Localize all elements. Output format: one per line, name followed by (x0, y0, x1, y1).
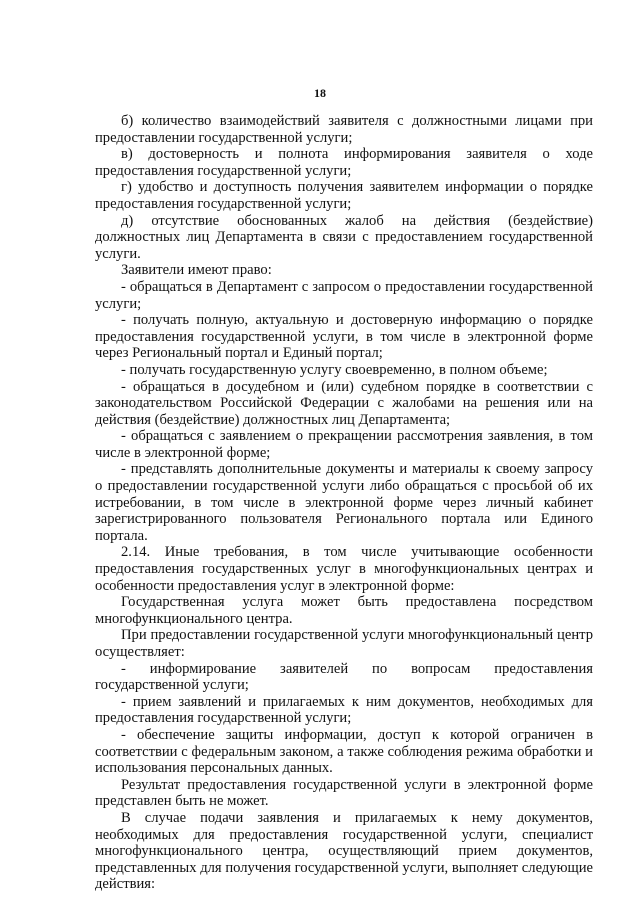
paragraph: - прием заявлений и прилагаемых к ним документов, необходимых для предоставления государственной услуги; (95, 693, 593, 727)
paragraph: - обращаться с заявлением о прекращении рассмотрения заявления, в том числе в электронной форме; (95, 428, 593, 461)
paragraph: - представлять дополнительные документы и материалы к своему запросу о предоставлении государственной услуги либо обращаться с просьбой об их истребовании, в том числе в электронной форме через личный кабинет зарегистрированного пользователя Регионального портала или Единого портала. (95, 461, 593, 544)
document-body (95, 113, 593, 893)
paragraph: г) удобство и доступность получения заявителем информации о порядке предоставления государственной услуги; (95, 179, 593, 212)
paragraph: - информирование заявителей по вопросам предоставления государственной услуги; (95, 660, 593, 694)
paragraph: - обращаться в Департамент с запросом о предоставлении государственной услуги; (95, 278, 593, 312)
paragraph: б) количество взаимодействий заявителя с должностными лицами при предоставлении государственной услуги; (95, 113, 593, 146)
paragraph: Результат предоставления государственной услуги в электронной форме представлен быть не может. (95, 776, 593, 810)
paragraph: в) достоверность и полнота информирования заявителя о ходе предоставления государственной услуги; (95, 146, 593, 179)
paragraph: - обеспечение защиты информации, доступ к которой ограничен в соответствии с федеральным законом, а также соблюдения режима обработки и использования персональных данных. (95, 726, 593, 777)
paragraph: Государственная услуга может быть предоставлена посредством многофункционального центра. (95, 594, 593, 627)
paragraph: При предоставлении государственной услуги многофункциональный центр осуществляет: (95, 627, 593, 660)
section-heading-paragraph: 2.14. Иные требования, в том числе учитывающие особенности предоставления государственных услуг в многофункциональных центрах и особенности предоставления услуг в электронной форме: (95, 544, 593, 594)
page-number: 18 (314, 86, 326, 100)
paragraph: Заявители имеют право: (121, 262, 272, 279)
paragraph: - получать государственную услугу своевременно, в полном объеме; (121, 361, 548, 378)
paragraph: д) отсутствие обоснованных жалоб на действия (бездействие) должностных лиц Департамента в связи с предоставлением государственной услуги. (95, 212, 593, 262)
paragraph: - получать полную, актуальную и достоверную информацию о порядке предоставления государственной услуги, в том числе в электронной форме через Региональный портал и Единый портал; (95, 312, 593, 362)
paragraph: - обращаться в досудебном и (или) судебном порядке в соответствии с законодательством Российской Федерации с жалобами на решения или на действия (бездействие) должностных лиц Департамента; (95, 378, 593, 428)
paragraph: В случае подачи заявления и прилагаемых к нему документов, необходимых для предоставления государственной услуги, специалист многофункционального центра, осуществляющий прием документов, представленных для получения государственной услуги, выполняет следующие действия: (95, 809, 593, 893)
